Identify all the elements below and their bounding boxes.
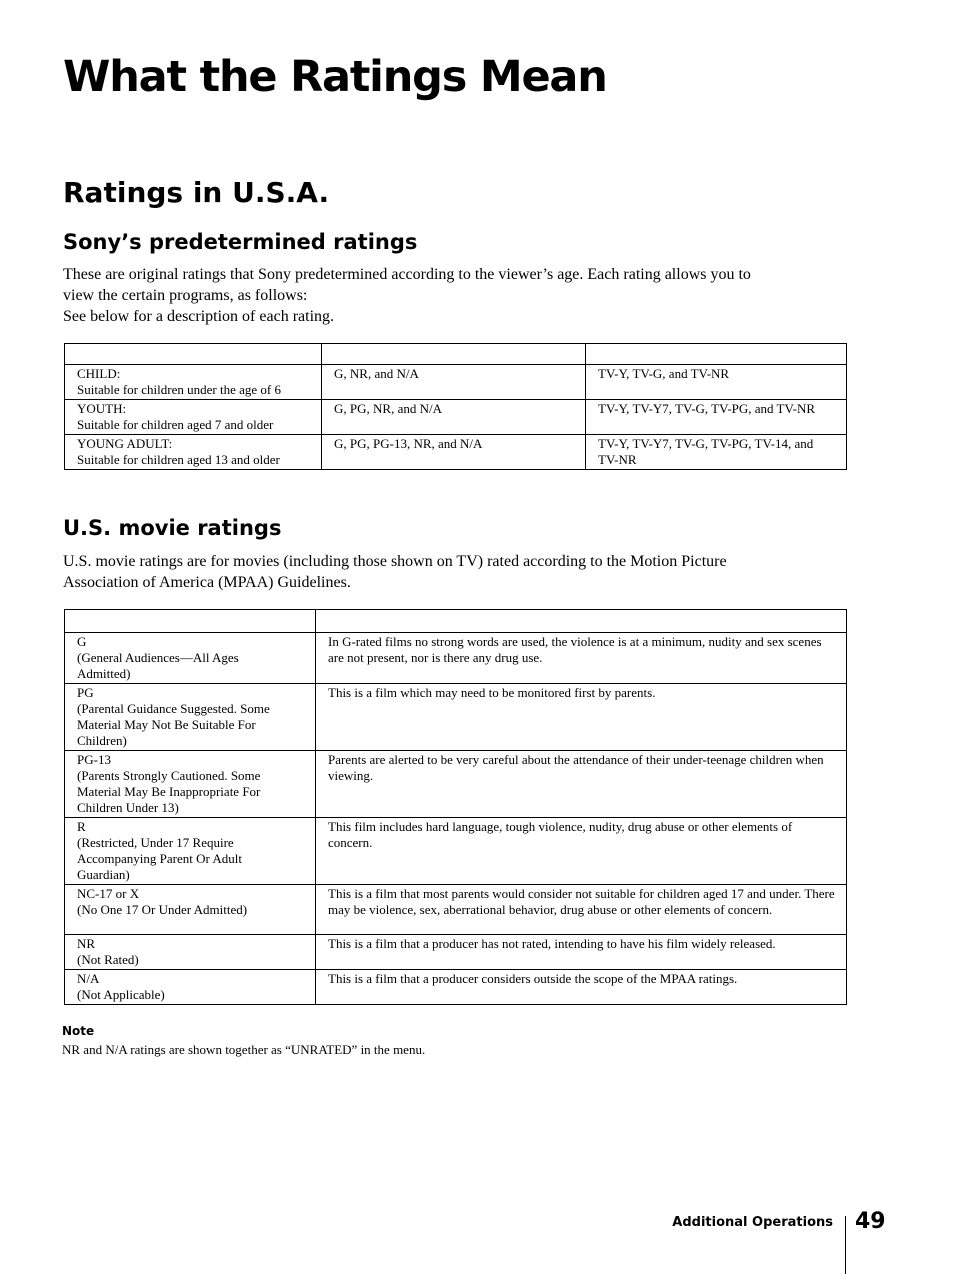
- table-row: [65, 751, 847, 818]
- rating-meaning: Material May Not Be Suitable For: [77, 717, 256, 732]
- rating-description: This film includes hard language, tough violence, nudity, drug abuse or other elements of concern.: [316, 818, 847, 885]
- table-header-cell: [65, 344, 322, 365]
- sony-ratings-intro: [63, 264, 843, 327]
- rating-description: This is a film that a producer has not rated, intending to have his film widely released.: [316, 935, 847, 970]
- table-header-cell: [316, 610, 847, 633]
- rating-meaning: (No One 17 Or Under Admitted): [77, 902, 248, 917]
- movie-ratings-cell: G, PG, PG-13, NR, and N/A: [322, 435, 586, 470]
- rating-name: CHILD:: [77, 366, 121, 381]
- rating-cell: [65, 633, 316, 684]
- rating-code: PG-13: [77, 752, 111, 767]
- rating-code: NC-17 or X: [77, 886, 140, 901]
- note-label: Note: [62, 1024, 95, 1038]
- movie-ratings-cell: G, NR, and N/A: [322, 365, 586, 400]
- rating-description: Suitable for children under the age of 6: [77, 382, 281, 397]
- table-row: [65, 885, 847, 935]
- rating-code: PG: [77, 685, 94, 700]
- rating-cell: [65, 684, 316, 751]
- movie-ratings-table: [64, 609, 847, 1005]
- table-header-row: [65, 344, 847, 365]
- rating-code: N/A: [77, 971, 100, 986]
- table-row: [65, 365, 847, 400]
- rating-cell: [65, 751, 316, 818]
- rating-cell: [65, 970, 316, 1005]
- table-header-cell: [322, 344, 586, 365]
- rating-meaning: (Restricted, Under 17 Require: [77, 835, 234, 850]
- table-header-cell: [586, 344, 847, 365]
- rating-meaning: (Not Applicable): [77, 987, 165, 1002]
- rating-name: YOUNG ADULT:: [77, 436, 173, 451]
- table-row: [65, 684, 847, 751]
- sony-ratings-heading: Sony’s predetermined ratings: [63, 230, 418, 254]
- rating-cell: [65, 885, 316, 935]
- rating-cell: [65, 818, 316, 885]
- table-row: [65, 935, 847, 970]
- table-row: [65, 633, 847, 684]
- sony-ratings-table: [64, 343, 847, 470]
- rating-description: This is a film that most parents would consider not suitable for children aged 17 and under. There may be violence, sex, aberrational behavior, drug abuse or other elements of concern.: [316, 885, 847, 935]
- note-text: NR and N/A ratings are shown together as “UNRATED” in the menu.: [62, 1042, 426, 1057]
- table-header-cell: [65, 610, 316, 633]
- rating-code: G: [77, 634, 87, 649]
- rating-cell: [65, 365, 322, 400]
- rating-meaning: Accompanying Parent Or Adult: [77, 851, 242, 866]
- intro-line: view the certain programs, as follows:: [63, 287, 308, 304]
- rating-description: This is a film that a producer considers outside the scope of the MPAA ratings.: [316, 970, 847, 1005]
- rating-description: In G-rated films no strong words are used, the violence is at a minimum, nudity and sex scenes are not present, nor is there any drug use.: [316, 633, 847, 684]
- footer-divider: [845, 1216, 846, 1274]
- page-number: 49: [855, 1209, 886, 1234]
- rating-description: This is a film which may need to be monitored first by parents.: [316, 684, 847, 751]
- rating-description: Suitable for children aged 7 and older: [77, 417, 274, 432]
- rating-meaning: Material May Be Inappropriate For: [77, 784, 261, 799]
- movie-ratings-heading: U.S. movie ratings: [63, 516, 282, 540]
- intro-line: These are original ratings that Sony predetermined according to the viewer’s age. Each rating allows you to: [63, 266, 751, 283]
- rating-meaning: Guardian): [77, 867, 130, 882]
- rating-description: Parents are alerted to be very careful about the attendance of their under-teenage children when viewing.: [316, 751, 847, 818]
- tv-ratings-cell: TV-Y, TV-G, and TV-NR: [586, 365, 847, 400]
- tv-ratings-cell: TV-Y, TV-Y7, TV-G, TV-PG, and TV-NR: [586, 400, 847, 435]
- rating-meaning: (Parents Strongly Cautioned. Some: [77, 768, 261, 783]
- movie-ratings-cell: G, PG, NR, and N/A: [322, 400, 586, 435]
- table-header-row: [65, 610, 847, 633]
- intro-line: Association of America (MPAA) Guidelines.: [63, 574, 351, 591]
- rating-meaning: (General Audiences—All Ages: [77, 650, 239, 665]
- rating-cell: [65, 400, 322, 435]
- tv-ratings-cell: TV-Y, TV-Y7, TV-G, TV-PG, TV-14, and TV-NR: [586, 435, 847, 470]
- movie-ratings-intro: [63, 551, 843, 593]
- rating-description: Suitable for children aged 13 and older: [77, 452, 280, 467]
- intro-line: See below for a description of each rating.: [63, 308, 335, 325]
- table-row: [65, 970, 847, 1005]
- rating-cell: [65, 435, 322, 470]
- footer-section-label: Additional Operations: [672, 1215, 833, 1230]
- rating-meaning: (Not Rated): [77, 952, 139, 967]
- section-title: Ratings in U.S.A.: [63, 176, 330, 209]
- rating-meaning: Children Under 13): [77, 800, 179, 815]
- rating-code: R: [77, 819, 86, 834]
- rating-meaning: (Parental Guidance Suggested. Some: [77, 701, 270, 716]
- rating-name: YOUTH:: [77, 401, 127, 416]
- intro-line: U.S. movie ratings are for movies (including those shown on TV) rated according to the Motion Picture: [63, 553, 727, 570]
- table-row: [65, 435, 847, 470]
- table-row: [65, 400, 847, 435]
- rating-meaning: Admitted): [77, 666, 131, 681]
- page-title: What the Ratings Mean: [63, 52, 607, 102]
- table-row: [65, 818, 847, 885]
- rating-cell: [65, 935, 316, 970]
- rating-meaning: Children): [77, 733, 127, 748]
- rating-code: NR: [77, 936, 96, 951]
